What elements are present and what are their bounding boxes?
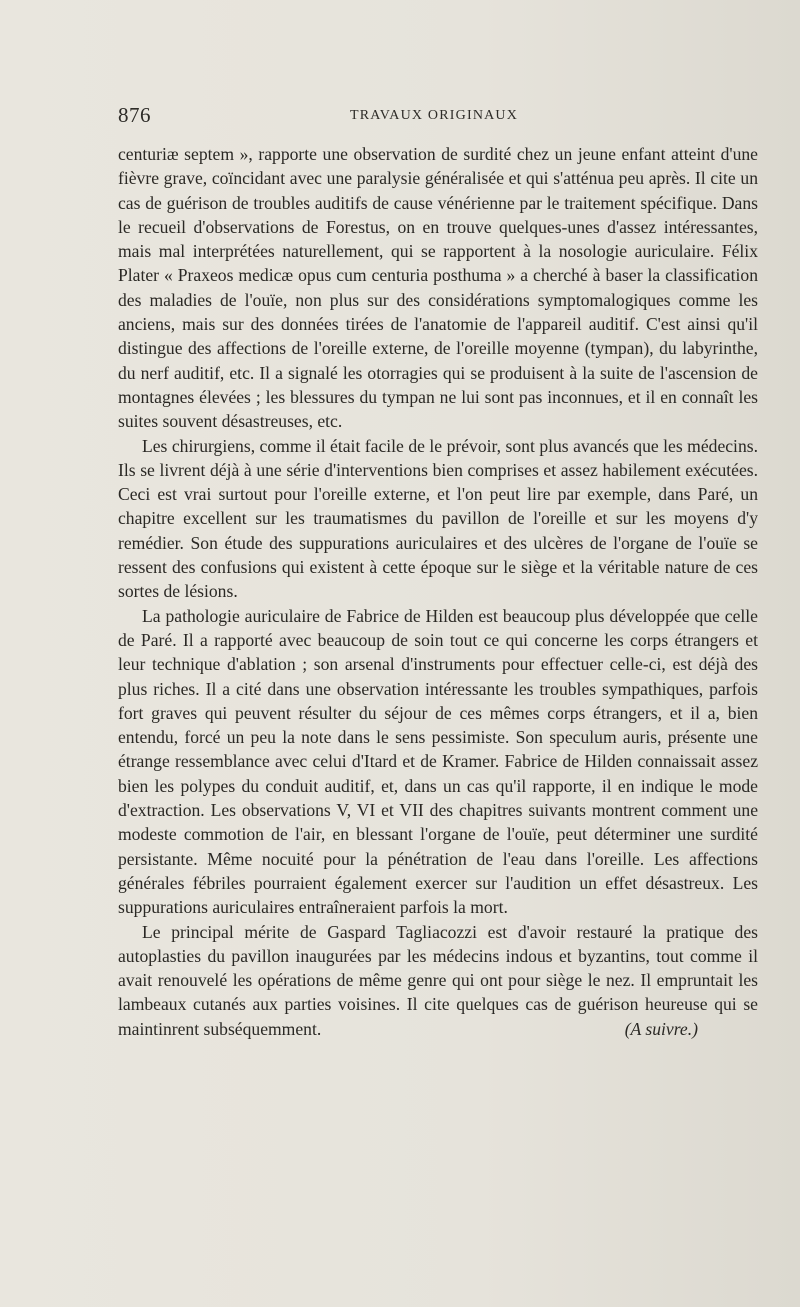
paragraph-3: La pathologie auriculaire de Fabrice de Hilden est beaucoup plus développée que celle de Paré. Il a rapporté avec beaucoup de soin tout ce qui concerne les corps étrangers et leur technique d'ablation ; son arsenal d'instruments pour effectuer celle-ci, est déjà des plus riches. Il a cité dans une observation intéressante les troubles sympathiques, parfois fort graves qui peuvent résulter du séjour de ces mêmes corps étrangers, et il a, bien entendu, forcé un peu la note dans le sens pessimiste. Son speculum auris, présente une étrange ressemblance avec celui d'Itard et de Kramer. Fabrice de Hilden connaissait assez bien les polypes du conduit auditif, et, dans un cas qu'il rapporte, il en indique le mode d'extraction. Les observations V, VI et VII des chapitres suivants montrent comment une modeste commotion de l'air, en blessant l'organe de l'ouïe, peut déterminer une surdité persistante. Même nocuité pour la pénétration de l'eau dans l'oreille. Les affections générales fébriles pourraient également exercer sur l'audition un effet désastreux. Les suppurations auriculaires entraîneraient parfois la mort. xyxy=(118,605,758,918)
continuation-note: (A suivre.) xyxy=(624,1018,698,1039)
paragraph-4 xyxy=(118,920,758,1041)
running-head xyxy=(118,103,758,133)
paragraph-4-text: Le principal mérite de Gaspard Tagliacozzi est d'avoir restauré la pratique des autoplasties du pavillon inaugurées par les médecins indous et byzantins, tout comme il avait renouvelé les opérations de même genre qui ont pour siège le nez. Il empruntait les lambeaux cutanés aux parties voisines. Il cite quelques cas de guérison heureuse qui se maintinrent subséquemment. xyxy=(118,921,758,1039)
paragraph-2: Les chirurgiens, comme il était facile de le prévoir, sont plus avancés que les médecins. Ils se livrent déjà à une série d'interventions bien comprises et assez habilement exécutées. Ceci est vrai surtout pour l'oreille externe, et l'on peut lire par exemple, dans Paré, un chapitre excellent sur les traumatismes du pavillon de l'oreille et sur les moyens d'y remédier. Son étude des suppurations auriculaires et des ulcères de l'organe de l'ouïe se ressent des confusions qui existent à cette époque sur le siège et la véritable nature de ces sortes de lésions. xyxy=(118,435,758,602)
page-number: 876 xyxy=(118,103,151,127)
article-body xyxy=(118,142,758,1041)
paragraph-1: centuriæ septem », rapporte une observation de surdité chez un jeune enfant atteint d'une fièvre grave, coïncidant avec une paralysie généralisée et qui s'atténua peu après. Il cite un cas de guérison de troubles auditifs de cause vénérienne par le traitement spécifique. Dans le recueil d'observations de Forestus, on en trouve quelques-unes d'assez intéressantes, mais mal interprétées naturellement, qui se rapportent à la nosologie auriculaire. Félix Plater « Praxeos medicæ opus cum centuria posthuma » a cherché à baser la classification des maladies de l'ouïe, non plus sur des considérations symptomalogiques comme les anciens, mais sur des données tirées de l'anatomie de l'appareil auditif. C'est ainsi qu'il distingue des affections de l'oreille externe, de l'oreille moyenne (tympan), du labyrinthe, du nerf auditif, etc. Il a signalé les otorragies qui se produisent à la suite de l'ascension de montagnes élevées ; les blessures du tympan ne lui sont pas inconnues, et il en connaît les suites souvent désastreuses, etc. xyxy=(118,144,758,432)
running-title: TRAVAUX ORIGINAUX xyxy=(350,108,519,123)
